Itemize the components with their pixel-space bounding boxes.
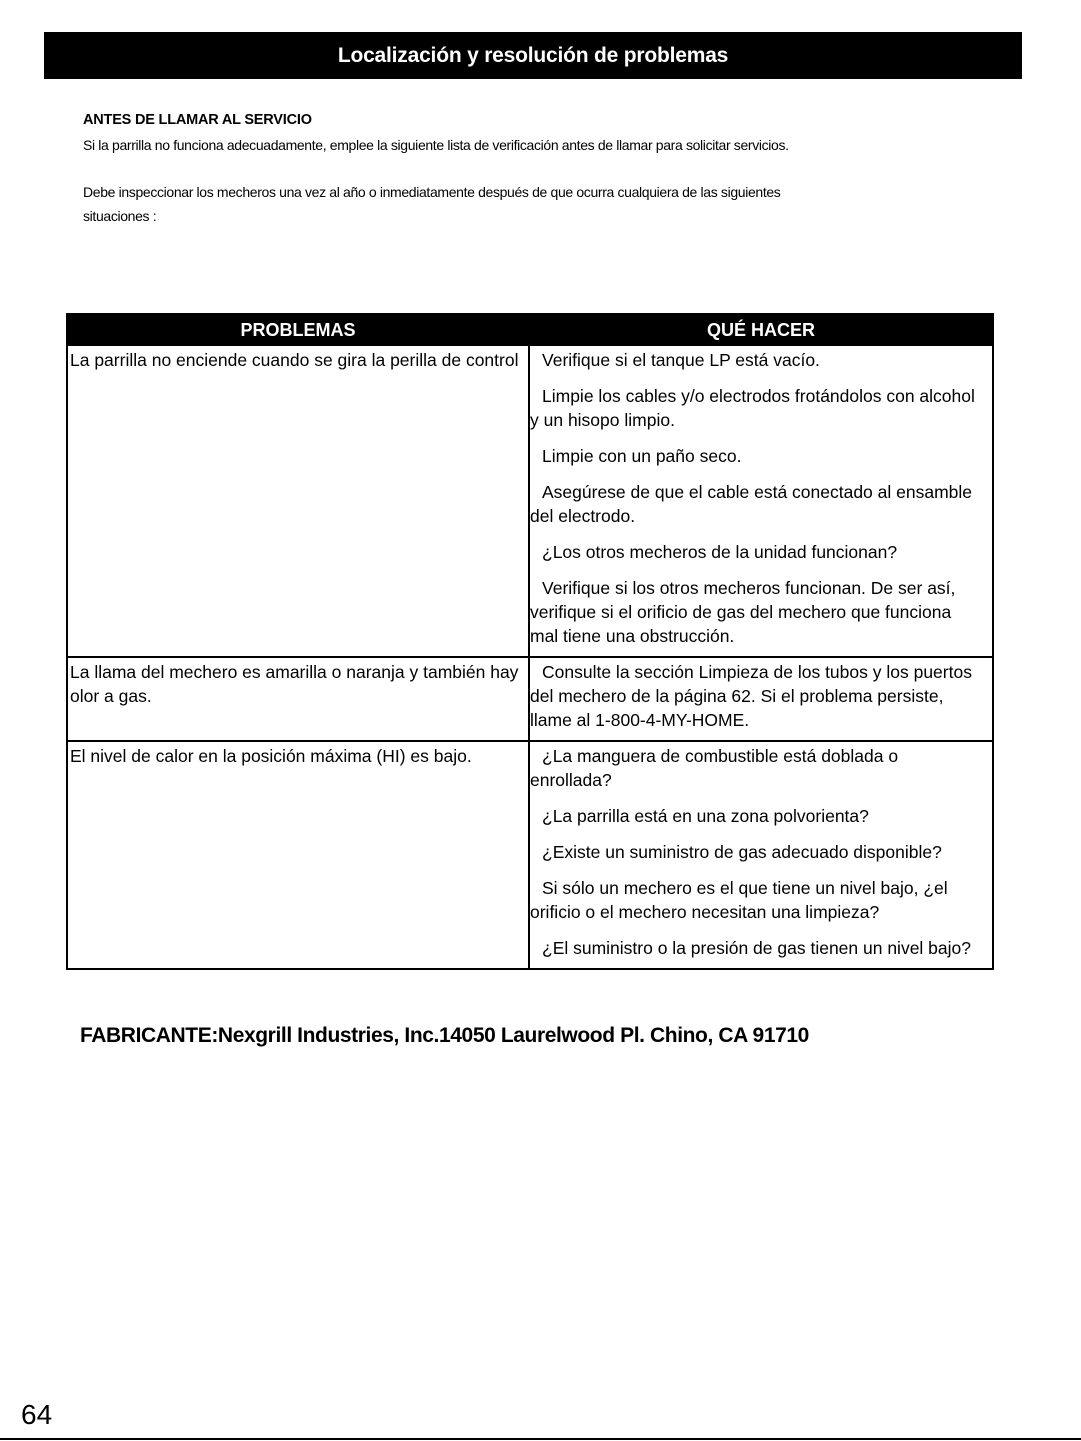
problem-text: La llama del mechero es amarilla o naranja y también hay olor a gas. (70, 662, 519, 706)
problem-text: La parrilla no enciende cuando se gira la perilla de control (70, 350, 519, 370)
actions-cell (529, 345, 993, 657)
troubleshooting-table (66, 313, 994, 970)
actions-cell (529, 657, 993, 741)
intro-text-line-1: Si la parrilla no funciona adecuadamente, emplee la siguiente lista de verificación antes de llamar para solicitar servicios. (83, 137, 789, 153)
problem-cell (67, 345, 529, 657)
action-item: ¿La manguera de combustible está doblada o enrollada? (530, 746, 899, 790)
actions-column-header: QUÉ HACER (529, 314, 993, 345)
problems-column-header: PROBLEMAS (67, 314, 529, 345)
action-item: Verifique si el tanque LP está vacío. (542, 350, 820, 370)
action-item: Limpie los cables y/o electrodos frotándolos con alcohol y un hisopo limpio. (530, 386, 975, 430)
page-title: Localización y resolución de problemas (337, 43, 729, 67)
action-item: Limpie con un paño seco. (542, 446, 742, 466)
manufacturer-info: FABRICANTE:Nexgrill Industries, Inc.14050 Laurelwood Pl. Chino, CA 91710 (80, 1024, 809, 1047)
action-item: Si sólo un mechero es el que tiene un nivel bajo, ¿el orificio o el mechero necesitan una limpieza? (530, 878, 948, 922)
intro-text-line-3: situaciones : (83, 208, 157, 224)
problem-text: El nivel de calor en la posición máxima (HI) es bajo. (70, 746, 472, 766)
intro-heading: ANTES DE LLAMAR AL SERVICIO (83, 112, 312, 128)
bottom-divider (0, 1438, 1081, 1440)
action-item: Verifique si los otros mecheros funcionan. De ser así, verifique si el orificio de gas del mechero que funciona mal tiene una obstrucción. (530, 578, 956, 646)
intro-text-line-2: Debe inspeccionar los mecheros una vez al año o inmediatamente después de que ocurra cualquiera de las siguientes (83, 184, 781, 200)
action-item: ¿Los otros mecheros de la unidad funcionan? (542, 542, 898, 562)
table-header-row (67, 314, 993, 345)
action-item: Consulte la sección Limpieza de los tubos y los puertos del mechero de la página 62. Si el problema persiste, llame al 1-800-4-MY-HOME. (530, 662, 972, 730)
actions-cell (529, 741, 993, 969)
section-title-banner (44, 32, 1022, 79)
action-item: Asegúrese de que el cable está conectado al ensamble del electrodo. (530, 482, 973, 526)
problem-cell (67, 657, 529, 741)
action-item: ¿Existe un suministro de gas adecuado disponible? (542, 842, 942, 862)
table-row (67, 345, 993, 657)
problem-cell (67, 741, 529, 969)
table-row (67, 657, 993, 741)
table-row (67, 741, 993, 969)
action-item: ¿La parrilla está en una zona polvorienta? (542, 806, 869, 826)
page-number: 64 (21, 1399, 53, 1430)
action-item: ¿El suministro o la presión de gas tienen un nivel bajo? (542, 938, 971, 958)
